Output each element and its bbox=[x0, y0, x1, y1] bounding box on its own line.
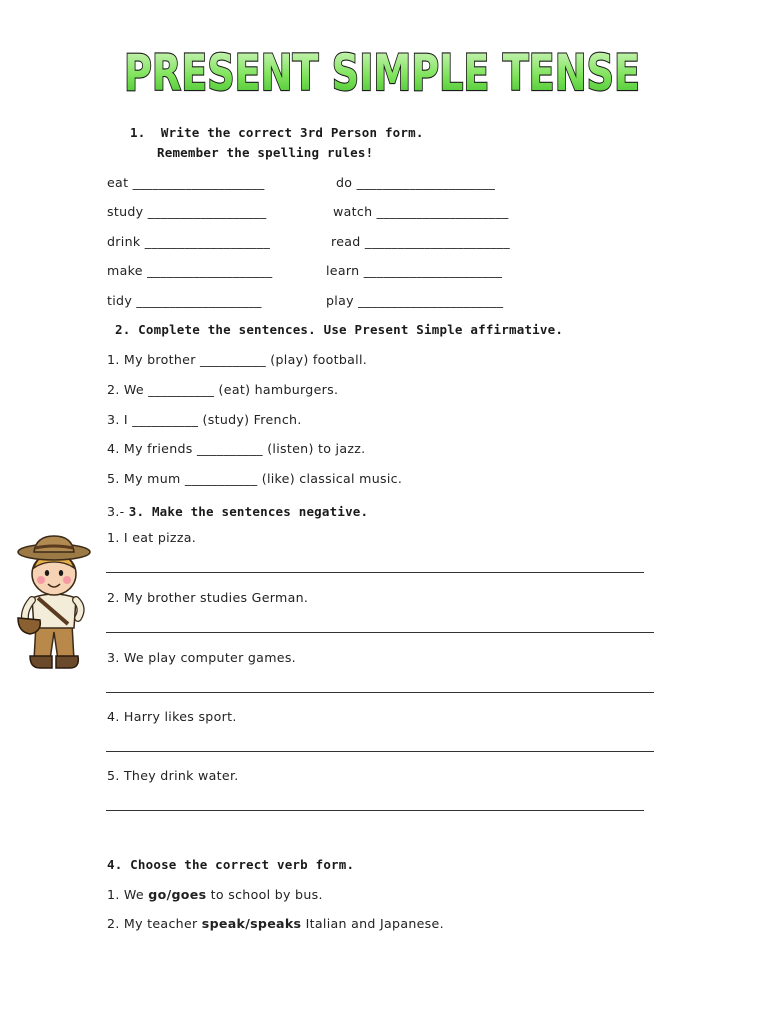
ex2-item-4[interactable]: 4. My friends __________ (listen) to jazz. bbox=[107, 441, 366, 456]
title-graphic bbox=[118, 40, 646, 102]
ex4-item-1-choice[interactable]: go/goes bbox=[148, 887, 207, 902]
ex2-item-2[interactable]: 2. We __________ (eat) hamburgers. bbox=[107, 382, 339, 397]
ex3-answer-line-2[interactable] bbox=[106, 632, 654, 633]
ex4-item-2-start: 2. My teacher bbox=[107, 916, 202, 931]
exercise3-heading-row bbox=[107, 501, 368, 520]
explorer-boy-illustration bbox=[8, 532, 100, 672]
verb-row-make[interactable]: make ___________________ bbox=[107, 263, 273, 278]
ex3-answer-line-1[interactable] bbox=[106, 572, 644, 573]
verb-row-read[interactable]: read ______________________ bbox=[331, 234, 510, 249]
verb-row-eat[interactable]: eat ____________________ bbox=[107, 175, 265, 190]
ex3-answer-line-3[interactable] bbox=[106, 692, 654, 693]
ex3-sentence-2: 2. My brother studies German. bbox=[107, 590, 309, 605]
exercise1-heading: 1. Write the correct 3rd Person form. bbox=[130, 125, 424, 140]
ex4-item-1-start: 1. We bbox=[107, 887, 149, 902]
exercise1-subheading: Remember the spelling rules! bbox=[157, 145, 374, 160]
ex4-item-2-rest: Italian and Japanese. bbox=[301, 916, 444, 931]
verb-row-tidy[interactable]: tidy ___________________ bbox=[107, 293, 262, 308]
ex4-item-1-rest: to school by bus. bbox=[206, 887, 323, 902]
ex4-item-1 bbox=[107, 887, 323, 902]
verb-row-do[interactable]: do _____________________ bbox=[336, 175, 496, 190]
ex3-answer-line-5[interactable] bbox=[106, 810, 644, 811]
ex3-sentence-1: 1. I eat pizza. bbox=[107, 530, 197, 545]
ex2-item-5[interactable]: 5. My mum ___________ (like) classical music. bbox=[107, 471, 403, 486]
ex2-item-1[interactable]: 1. My brother __________ (play) football. bbox=[107, 352, 368, 367]
ex4-item-2-choice[interactable]: speak/speaks bbox=[201, 916, 302, 931]
worksheet-title bbox=[118, 40, 646, 102]
verb-row-learn[interactable]: learn _____________________ bbox=[326, 263, 503, 278]
exercise3-prefix: 3.- bbox=[107, 504, 129, 519]
ex3-sentence-3: 3. We play computer games. bbox=[107, 650, 296, 665]
ex3-sentence-4: 4. Harry likes sport. bbox=[107, 709, 237, 724]
verb-row-drink[interactable]: drink ___________________ bbox=[107, 234, 271, 249]
verb-row-watch[interactable]: watch ____________________ bbox=[333, 204, 509, 219]
exercise2-heading: 2. Complete the sentences. Use Present Simple affirmative. bbox=[115, 322, 564, 337]
ex2-item-3[interactable]: 3. I __________ (study) French. bbox=[107, 412, 302, 427]
explorer-boy-icon bbox=[8, 532, 100, 672]
ex4-item-2 bbox=[107, 916, 444, 931]
exercise4-heading: 4. Choose the correct verb form. bbox=[107, 857, 355, 872]
exercise3-heading: 3. Make the sentences negative. bbox=[128, 504, 369, 519]
title-text: PRESENT SIMPLE TENSE bbox=[124, 44, 640, 102]
ex3-sentence-5: 5. They drink water. bbox=[107, 768, 239, 783]
verb-row-study[interactable]: study __________________ bbox=[107, 204, 267, 219]
verb-row-play[interactable]: play ______________________ bbox=[326, 293, 504, 308]
ex3-answer-line-4[interactable] bbox=[106, 751, 654, 752]
